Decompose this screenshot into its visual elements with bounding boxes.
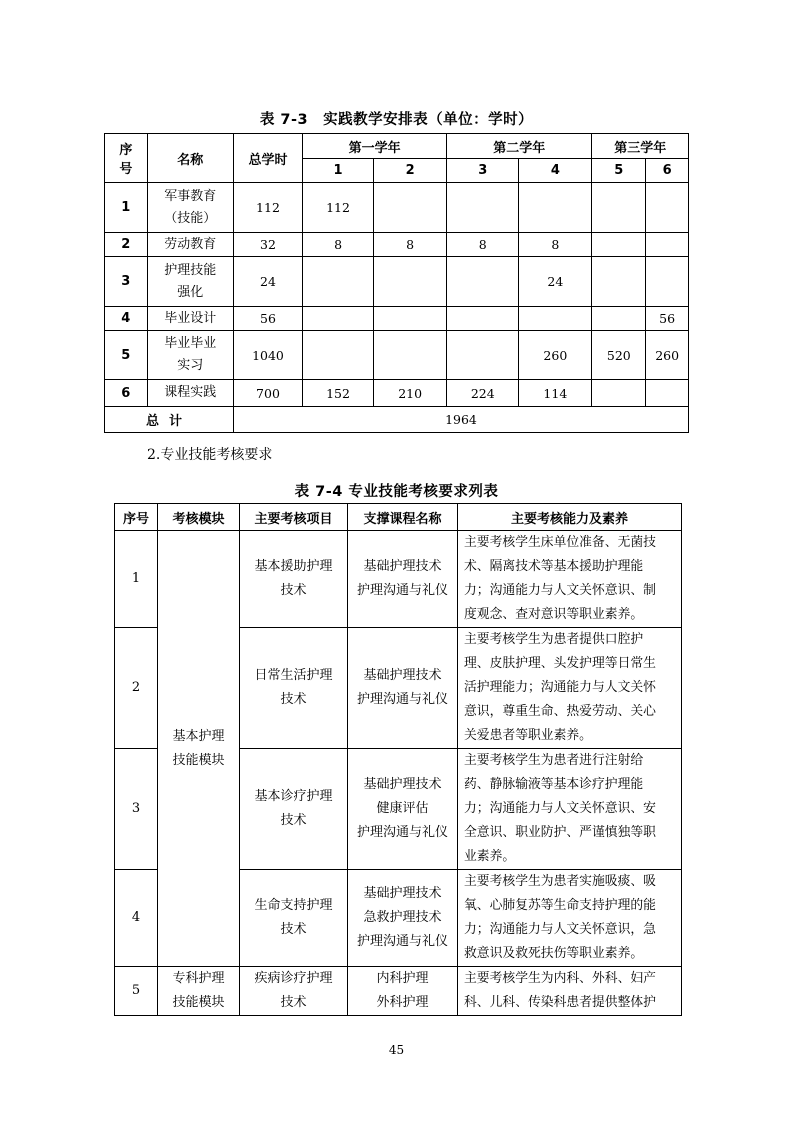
row-seq: 3	[115, 749, 158, 870]
term-cell	[646, 257, 689, 307]
term-cell: 56	[646, 307, 689, 331]
term-cell: 112	[303, 183, 374, 233]
table-row	[105, 183, 689, 233]
term-cell: 152	[303, 380, 374, 407]
section-subhead: 2.专业技能考核要求	[147, 447, 273, 463]
term-cell	[646, 183, 689, 233]
term-cell: 8	[447, 233, 519, 257]
courses-cell: 基础护理技术 急救护理技术 护理沟通与礼仪	[348, 870, 458, 967]
term-cell	[374, 331, 447, 380]
header-term: 6	[646, 159, 689, 183]
ability-cell: 主要考核学生为内科、外科、妇产 科、儿科、传染科患者提供整体护	[458, 967, 682, 1016]
total-row	[105, 407, 689, 433]
header-year3: 第三学年	[592, 134, 689, 159]
item-cell: 基本援助护理 技术	[240, 531, 348, 628]
term-cell	[592, 380, 646, 407]
table2-title: 表 7-4 专业技能考核要求列表	[294, 484, 499, 500]
header-total-hours: 总学时	[233, 134, 302, 183]
row-seq: 2	[115, 628, 158, 749]
header-year1: 第一学年	[303, 134, 447, 159]
practice-schedule-table	[104, 133, 689, 433]
header-ability: 主要考核能力及素养	[458, 504, 682, 531]
table-row	[105, 307, 689, 331]
table-row	[105, 331, 689, 380]
item-cell: 日常生活护理 技术	[240, 628, 348, 749]
row-seq: 3	[105, 257, 148, 307]
term-cell: 8	[303, 233, 374, 257]
row-total: 1040	[233, 331, 302, 380]
term-cell	[646, 380, 689, 407]
header-term: 1	[303, 159, 374, 183]
term-cell	[303, 257, 374, 307]
courses-cell: 基础护理技术 护理沟通与礼仪	[348, 531, 458, 628]
courses-cell: 基础护理技术 护理沟通与礼仪	[348, 628, 458, 749]
term-cell	[374, 183, 447, 233]
term-cell	[374, 257, 447, 307]
term-cell: 8	[374, 233, 447, 257]
row-seq: 6	[105, 380, 148, 407]
term-cell	[592, 307, 646, 331]
term-cell: 210	[374, 380, 447, 407]
term-cell: 24	[519, 257, 592, 307]
row-total: 32	[233, 233, 302, 257]
term-cell	[519, 307, 592, 331]
row-name: 毕业设计	[147, 307, 233, 331]
header-term: 2	[374, 159, 447, 183]
header-year2: 第二学年	[447, 134, 592, 159]
term-cell	[447, 183, 519, 233]
row-total: 24	[233, 257, 302, 307]
table-row	[115, 967, 682, 1016]
row-seq: 5	[115, 967, 158, 1016]
row-name: 毕业毕业 实习	[147, 331, 233, 380]
row-total: 700	[233, 380, 302, 407]
row-name: 护理技能 强化	[147, 257, 233, 307]
page-number: 45	[388, 1043, 405, 1057]
ability-cell: 主要考核学生床单位准备、无菌技 术、隔离技术等基本援助护理能 力；沟通能力与人文关怀意识、制 度观念、查对意识等职业素养。	[458, 531, 682, 628]
row-seq: 1	[105, 183, 148, 233]
header-courses: 支撑课程名称	[348, 504, 458, 531]
header-seq: 序号	[115, 504, 158, 531]
header-term: 3	[447, 159, 519, 183]
row-seq: 1	[115, 531, 158, 628]
total-label: 总计	[105, 407, 234, 433]
row-name: 课程实践	[147, 380, 233, 407]
term-cell	[447, 331, 519, 380]
total-value: 1964	[233, 407, 688, 433]
table-row	[105, 233, 689, 257]
term-cell	[374, 307, 447, 331]
header-module: 考核模块	[158, 504, 240, 531]
header-item: 主要考核项目	[240, 504, 348, 531]
table-row	[105, 380, 689, 407]
item-cell: 生命支持护理 技术	[240, 870, 348, 967]
ability-cell: 主要考核学生为患者提供口腔护 理、皮肤护理、头发护理等日常生 活护理能力；沟通能力与人文关怀 意识，尊重生命、热爱劳动、关心 关爱患者等职业素养。	[458, 628, 682, 749]
term-cell	[519, 183, 592, 233]
table-row	[105, 257, 689, 307]
module-cell: 专科护理 技能模块	[158, 967, 240, 1016]
term-cell	[447, 307, 519, 331]
term-cell	[592, 183, 646, 233]
term-cell	[646, 233, 689, 257]
row-seq: 5	[105, 331, 148, 380]
term-cell: 260	[519, 331, 592, 380]
row-name: 劳动教育	[147, 233, 233, 257]
table-row	[115, 531, 682, 628]
ability-cell: 主要考核学生为患者进行注射给 药、静脉输液等基本诊疗护理能 力；沟通能力与人文关怀意识、安 全意识、职业防护、严谨慎独等职 业素养。	[458, 749, 682, 870]
row-total: 112	[233, 183, 302, 233]
term-cell: 114	[519, 380, 592, 407]
header-term: 4	[519, 159, 592, 183]
row-seq: 2	[105, 233, 148, 257]
courses-cell: 内科护理 外科护理	[348, 967, 458, 1016]
term-cell: 260	[646, 331, 689, 380]
header-term: 5	[592, 159, 646, 183]
term-cell: 520	[592, 331, 646, 380]
header-name: 名称	[147, 134, 233, 183]
term-cell	[447, 257, 519, 307]
term-cell: 224	[447, 380, 519, 407]
term-cell: 8	[519, 233, 592, 257]
row-name: 军事教育 （技能）	[147, 183, 233, 233]
item-cell: 基本诊疗护理 技术	[240, 749, 348, 870]
term-cell	[592, 257, 646, 307]
item-cell: 疾病诊疗护理 技术	[240, 967, 348, 1016]
term-cell	[592, 233, 646, 257]
header-seq: 序 号	[105, 134, 148, 183]
row-seq: 4	[115, 870, 158, 967]
row-total: 56	[233, 307, 302, 331]
courses-cell: 基础护理技术 健康评估 护理沟通与礼仪	[348, 749, 458, 870]
table1-title: 表 7-3 实践教学安排表（单位：学时）	[259, 112, 534, 128]
skill-assessment-table	[114, 503, 682, 1016]
row-seq: 4	[105, 307, 148, 331]
ability-cell: 主要考核学生为患者实施吸痰、吸 氧、心肺复苏等生命支持护理的能 力；沟通能力与人文关怀意识，急 救意识及救死扶伤等职业素养。	[458, 870, 682, 967]
module-cell: 基本护理 技能模块	[158, 531, 240, 967]
term-cell	[303, 307, 374, 331]
term-cell	[303, 331, 374, 380]
